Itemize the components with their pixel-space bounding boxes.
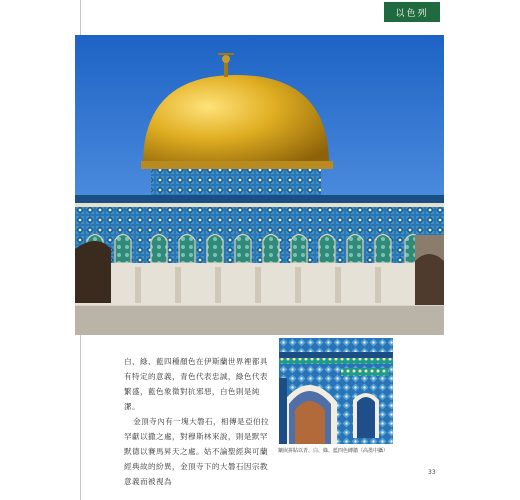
chapter-tab [384, 2, 440, 22]
hero-photo-dome-of-the-rock [75, 35, 444, 335]
inset-photo-caption: 鑲嵌拼貼以青、白、綠、藍四色磚牆（高墨中攝） [278, 448, 389, 454]
inset-photo-mosaic-arch [279, 338, 393, 444]
chapter-tab-label: 以色列 [395, 8, 429, 19]
page-number: 33 [428, 469, 436, 476]
body-paragraph-1: 白、綠、藍四種顏色在伊斯蘭世界裡都具有特定的意義，青色代表忠誠，綠色代表繁盛，藍色象徵對抗邪惡，白色則是純潔。 [124, 357, 268, 411]
body-paragraph-2: 金頂寺內有一塊大磐石，相傳是亞伯拉罕獻以撒之處，對穆斯林來說，則是默罕默德以賽馬昇天之處。姑不論聖經與可蘭經典故的紛異，金頂寺下的大磐石因宗教意義而被視為 [124, 417, 270, 486]
body-text [124, 354, 274, 489]
